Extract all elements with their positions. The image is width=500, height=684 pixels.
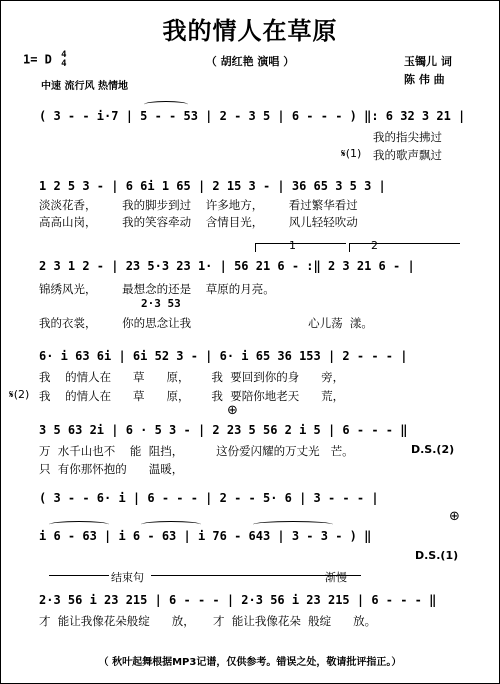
ds1-marker: D.S.(1) [415, 549, 459, 562]
song-title: 我的情人在草原 [162, 17, 338, 45]
lyric-line-8: 才 能让我像花朵般绽 放， 才 能让我像花朵 般绽 放。 [39, 614, 377, 628]
lyric-line-4b: 我 的情人在 草 原， 我 要陪你地老天 荒， [39, 389, 345, 403]
performer-credit: （ 胡红艳 演唱 ） [205, 55, 295, 68]
coda-sign: ⊕ [449, 509, 460, 524]
ending-phrase-label: 结束句 [111, 571, 144, 584]
slur [253, 521, 333, 528]
lyric-line-2b: 高高山岗， 我的笑容牵动 含情目光， 风儿轻轻吹动 [39, 215, 358, 229]
notation-line-7: i 6 - 63 | i 6 - 63 | i 76 - 643 | 3 - 3 - ) ‖ [39, 529, 372, 543]
notation-line-3: 2 3 1 2 - | 23 5·3 23 1· | 56 21 6 - :‖ 2 3 21 6 - | [39, 259, 415, 273]
notation-line-2: 1 2 5 3 - | 6 6i 1 65 | 2 15 3 - | 36 65 3 5 3 | [39, 179, 386, 193]
segno-2-sign: 𝄋(2) [9, 388, 30, 401]
lyric-line-2a: 淡淡花香， 我的脚步到过 许多地方， 看过繁华看过 [39, 198, 358, 212]
ending-line [49, 575, 109, 584]
lyricist-credit: 玉镯儿 词 [404, 55, 452, 68]
time-top: 4 [61, 50, 67, 60]
key-label: 1= D [23, 52, 52, 67]
notation-line-8: 2·3 56 i 23 215 | 6 - - - | 2·3 56 i 23 215 | 6 - - - ‖ [39, 593, 437, 607]
time-bottom: 4 [61, 59, 67, 69]
volta-bracket-2 [349, 243, 460, 252]
lyric-line-5b: 只 有你那怀抱的 温暖， [39, 462, 184, 476]
lyric-line-3a: 锦绣风光， 最想念的还是 草原的月亮。 [39, 282, 275, 296]
volta-1-label: 1 [289, 239, 296, 252]
coda-sign: ⊕ [227, 403, 238, 418]
volta-bracket-1 [255, 243, 346, 252]
ossia-notes: 2·3 53 [141, 297, 181, 310]
notation-line-4: 6· i 63 6i | 6i 52 3 - | 6· i 65 36 153 | 2 - - - | [39, 349, 408, 363]
footnote: （ 秋叶起舞根据MP3记谱，仅供参考。错误之处，敬请批评指正。） [98, 657, 402, 668]
composer-credit: 陈 伟 曲 [404, 73, 445, 86]
key-signature [23, 51, 67, 69]
slur [141, 521, 201, 528]
slur [144, 101, 188, 108]
lyric-line-4a: 我 的情人在 草 原， 我 要回到你的身 旁， [39, 370, 345, 384]
notation-line-5: 3 5 63 2i | 6 · 5 3 - | 2 23 5 56 2 i 5 | 6 - - - ‖ [39, 423, 408, 437]
ds2-marker: D.S.(2) [411, 443, 455, 456]
notation-line-1: ( 3 - - i·7 | 5 - - 53 | 2 - 3 5 | 6 - - - ) ‖: 6 32 3 21 | [39, 109, 466, 123]
lyric-line-1b: 我的歌声飘过 [373, 148, 442, 162]
slur [49, 521, 109, 528]
notation-line-6: ( 3 - - 6· i | 6 - - - | 2 - - 5· 6 | 3 - - - | [39, 491, 379, 505]
lyric-line-1a: 我的指尖拂过 [373, 130, 442, 144]
lyric-line-5a: 万 水千山也不 能 阻挡， 这份爱闪耀的万丈光 芒。 [39, 444, 354, 458]
time-signature [61, 51, 66, 69]
volta-2-label: 2 [371, 239, 378, 252]
tempo-marking: 中速 流行风 热情地 [41, 81, 128, 92]
segno-1-sign: 𝄋(1) [341, 147, 362, 160]
lyric-line-3b: 我的衣裳， 你的思念让我 心儿荡 漾。 [39, 316, 373, 330]
rit-label: 渐慢 [325, 571, 347, 584]
